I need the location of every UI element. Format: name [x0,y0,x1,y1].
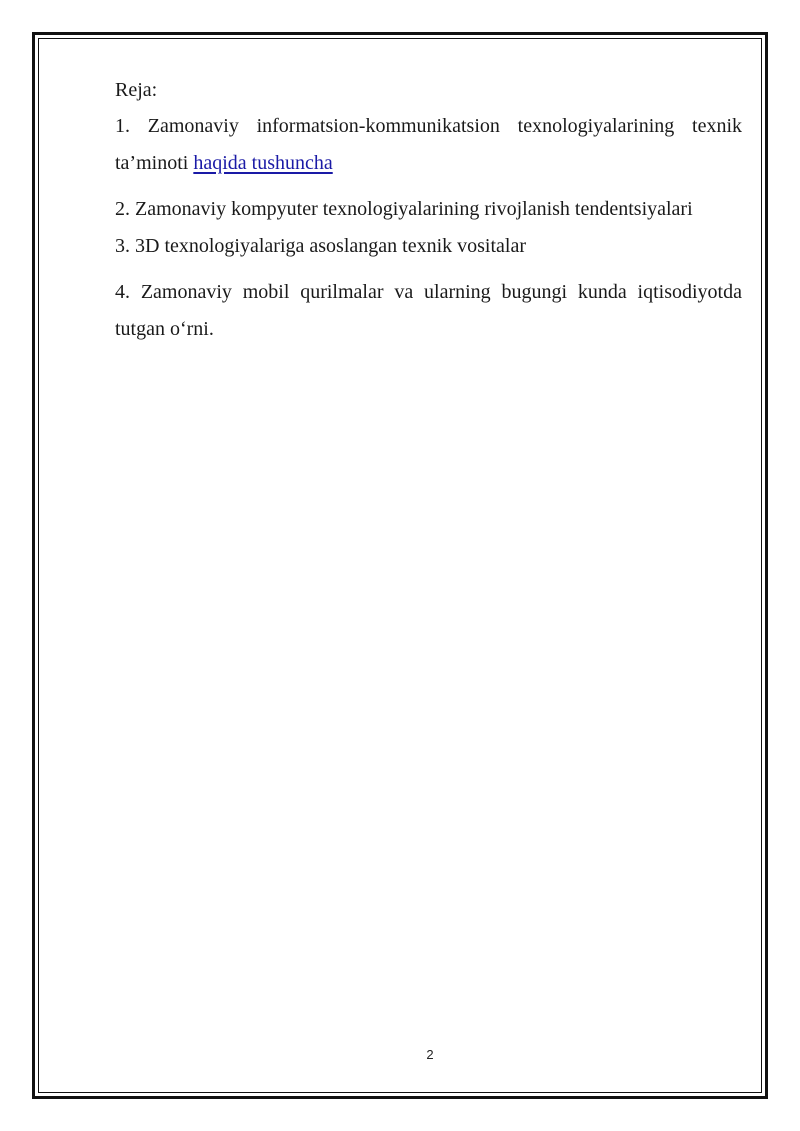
plan-item-1-link[interactable]: haqida tushuncha [193,152,333,174]
plan-item-2: 2. Zamonaviy kompyuter texnologiyalarining rivojlanish tendentsiyalari [115,198,693,220]
plan-content [115,74,742,348]
page-number: 2 [426,1047,434,1062]
plan-item-3: 3. 3D texnologiyalariga asoslangan texnik vositalar [115,235,527,257]
plan-item-1 [115,108,742,182]
plan-item-1-text: 1. Zamonaviy informatsion-kommunikatsion texnologiyalarining texnik ta’minoti [115,115,742,174]
plan-heading: Reja: [115,79,158,101]
plan-item-4: 4. Zamonaviy mobil qurilmalar va ularning bugungi kunda iqtisodiyotda tutgan o‘rni. [115,281,742,340]
